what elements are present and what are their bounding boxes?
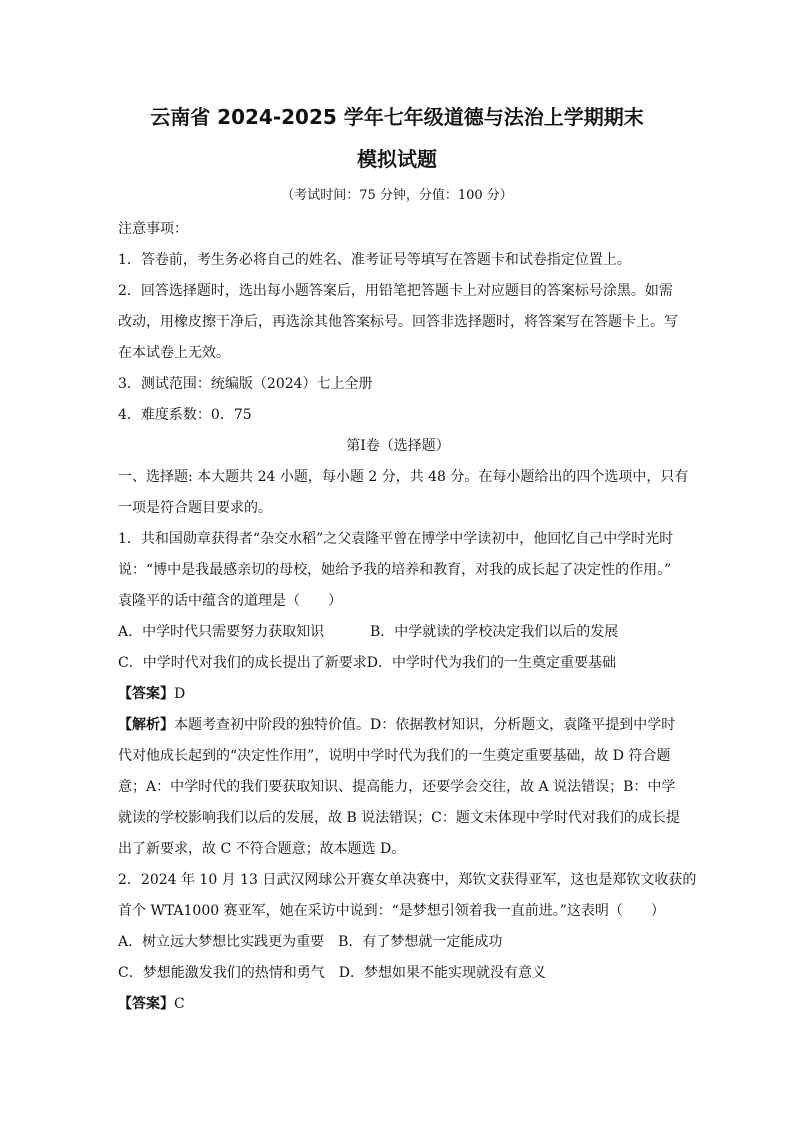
- q1-option-a: A．中学时代只需要努力获取知识: [118, 624, 325, 640]
- q1-analysis-text1: 本题考查初中阶段的独特价值。D：依据教材知识，分析题文，袁隆平提到中学时: [174, 717, 676, 733]
- q2-answer-tag: 【答案】: [118, 996, 174, 1012]
- q1-analysis-line2: 代对他成长起到的“决定性作用”，说明中学时代为我们的一生奠定重要基础，故 D 符合题: [118, 748, 671, 764]
- q2-stem-line2: 首个 WTA1000 赛亚军，她在采访中说到：“是梦想引领着我一直前进。”这表明（ ）: [118, 903, 665, 919]
- q1-option-d: D．中学时代为我们的一生奠定重要基础: [366, 655, 616, 671]
- note-item-2-line1: 2．回答选择题时，选出每小题答案后，用铅笔把答题卡上对应题目的答案标号涂黑。如需: [118, 283, 673, 299]
- q1-answer-value: D: [174, 686, 186, 702]
- q2-option-a: A．树立远大梦想比实践更为重要: [118, 934, 325, 950]
- q1-options-row2: [118, 648, 678, 679]
- note-item-3: 3．测试范围：统编版（2024）七上全册: [118, 376, 373, 392]
- q1-stem-line2: 说：“博中是我最感亲切的母校，她给予我的培养和教育，对我的成长起了决定性的作用。”: [118, 562, 672, 578]
- note-item-2-line3: 在本试卷上无效。: [118, 345, 230, 361]
- q2-stem-line1: 2．2024 年 10 月 13 日武汉网球公开赛女单决赛中，郑钦文获得亚军，这也是郑钦文收获的: [118, 872, 697, 888]
- note-item-1: 1．答卷前，考生务必将自己的姓名、准考证号等填写在答题卡和试卷指定位置上。: [118, 252, 631, 268]
- exam-title-line1: 云南省 2024-2025 学年七年级道德与法治上学期期末: [150, 105, 644, 129]
- q1-option-b: B．中学就读的学校决定我们以后的发展: [370, 624, 619, 640]
- exam-info: （考试时间：75 分钟，分值：100 分）: [281, 188, 513, 203]
- q1-answer-tag: 【答案】: [118, 686, 174, 702]
- q2-options-row1: [118, 927, 678, 958]
- q2-option-c: C．梦想能激发我们的热情和勇气: [118, 965, 325, 981]
- q1-answer: [118, 679, 678, 710]
- q2-answer: [118, 989, 678, 1020]
- exam-body: [118, 214, 697, 1020]
- section-title: 第Ⅰ卷（选择题）: [346, 438, 450, 454]
- notes-heading: 注意事项：: [118, 221, 188, 237]
- q1-option-c: C．中学时代对我们的成长提出了新要求: [118, 655, 367, 671]
- q1-analysis-line5: 出了新要求，故 C 不符合题意；故本题选 D。: [118, 841, 406, 857]
- q2-option-d: D．梦想如果不能实现就没有意义: [338, 965, 546, 981]
- q1-analysis-line4: 就读的学校影响我们以后的发展，故 B 说法错误；C：题文未体现中学时代对我们的成长提: [118, 810, 680, 826]
- q1-analysis-tag: 【解析】: [118, 717, 174, 733]
- q2-option-b: B．有了梦想就一定能成功: [338, 934, 503, 950]
- q1-stem-line1: 1．共和国勋章获得者“杂交水稻”之父袁隆平曾在博学中学读初中，他回忆自己中学时光时: [118, 531, 674, 547]
- section-intro-line1: 一、选择题: 本大题共 24 小题，每小题 2 分，共 48 分。在每小题给出的四个选项中，只有: [118, 469, 689, 485]
- q2-answer-value: C: [174, 996, 185, 1012]
- q1-stem-line3: 袁隆平的话中蕴含的道理是（ ）: [118, 593, 342, 609]
- exam-title-line2: 模拟试题: [357, 147, 437, 171]
- note-item-2-line2: 改动，用橡皮擦干净后，再选涂其他答案标号。回答非选择题时，将答案写在答题卡上。写: [118, 314, 678, 330]
- q2-options-row2: [118, 958, 678, 989]
- note-item-4: 4．难度系数：0．75: [118, 407, 252, 423]
- q1-analysis-line3: 意；A：中学时代的我们要获取知识、提高能力，还要学会交往，故 A 说法错误；B：中学: [118, 779, 676, 795]
- section-intro-line2: 一项是符合题目要求的。: [118, 500, 272, 516]
- q1-options-row1: [118, 617, 678, 648]
- q1-analysis-line1: [118, 710, 678, 741]
